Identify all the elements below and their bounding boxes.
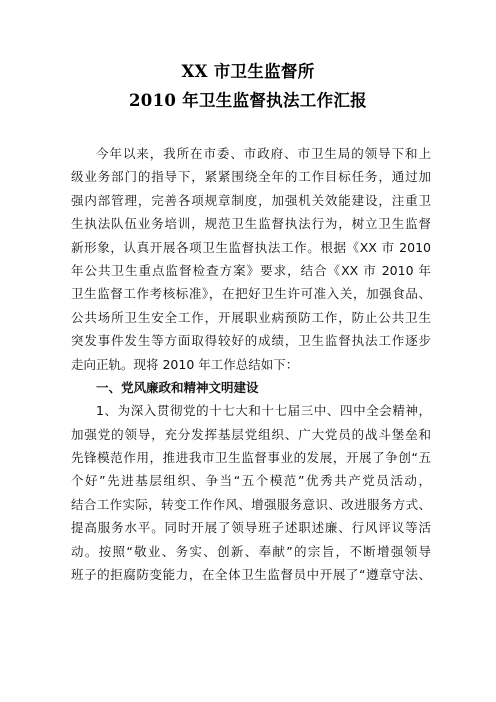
intro-paragraph <box>71 142 431 586</box>
document-title: 2010 年卫生监督执法工作汇报 <box>129 91 367 110</box>
paragraph-line: 新形象，认真开展各项卫生监督执法工作。根据《XX 市 2010 <box>71 239 431 255</box>
paragraph-line: 班子的拒腐防变能力，在全体卫生监督员中开展了“遵章守法、 <box>71 567 431 583</box>
paragraph-line: 结合工作实际，转变工作作风、增强服务意识、改进服务方式、 <box>71 496 431 512</box>
paragraph-line: 个好”先进基层组织、争当“五个模范”优秀共产党员活动， <box>71 473 431 489</box>
paragraph-line: 年公共卫生重点监督检查方案》要求，结合《XX 市 2010 年 <box>71 262 431 278</box>
paragraph-line: 级业务部门的指导下，紧紧围绕全年的工作目标任务，通过加 <box>71 169 431 185</box>
paragraph-line: 1、为深入贯彻党的十七大和十七届三中、四中全会精神， <box>96 403 431 419</box>
paragraph-line: 突发事件发生等方面取得较好的成绩，卫生监督执法工作逐步 <box>71 333 431 349</box>
paragraph-line: 强内部管理，完善各项规章制度，加强机关效能建设，注重卫 <box>71 192 431 208</box>
paragraph-line: 动。按照“敬业、务实、创新、奉献”的宗旨，不断增强领导 <box>71 543 431 559</box>
paragraph-line: 加强党的领导，充分发挥基层党组织、广大党员的战斗堡垒和 <box>71 426 431 442</box>
paragraph-line: 提高服务水平。同时开展了领导班子述职述廉、行风评议等活 <box>71 520 431 536</box>
organization-title: XX 市卫生监督所 <box>181 62 315 81</box>
section-heading: 一、党风廉政和精神文明建设 <box>96 379 259 395</box>
paragraph-line: 生执法队伍业务培训，规范卫生监督执法行为，树立卫生监督 <box>71 216 431 232</box>
paragraph-line: 今年以来，我所在市委、市政府、市卫生局的领导下和上 <box>96 146 431 161</box>
paragraph-line: 公共场所卫生安全工作，开展职业病预防工作，防止公共卫生 <box>71 309 431 325</box>
paragraph-line: 走向正轨。现将 2010 年工作总结如下： <box>71 356 299 372</box>
paragraph-line: 卫生监督工作考核标准》，在把好卫生许可准入关，加强食品、 <box>71 286 431 302</box>
paragraph-line: 先锋模范作用，推进我市卫生监督事业的发展，开展了争创“五 <box>71 450 431 466</box>
